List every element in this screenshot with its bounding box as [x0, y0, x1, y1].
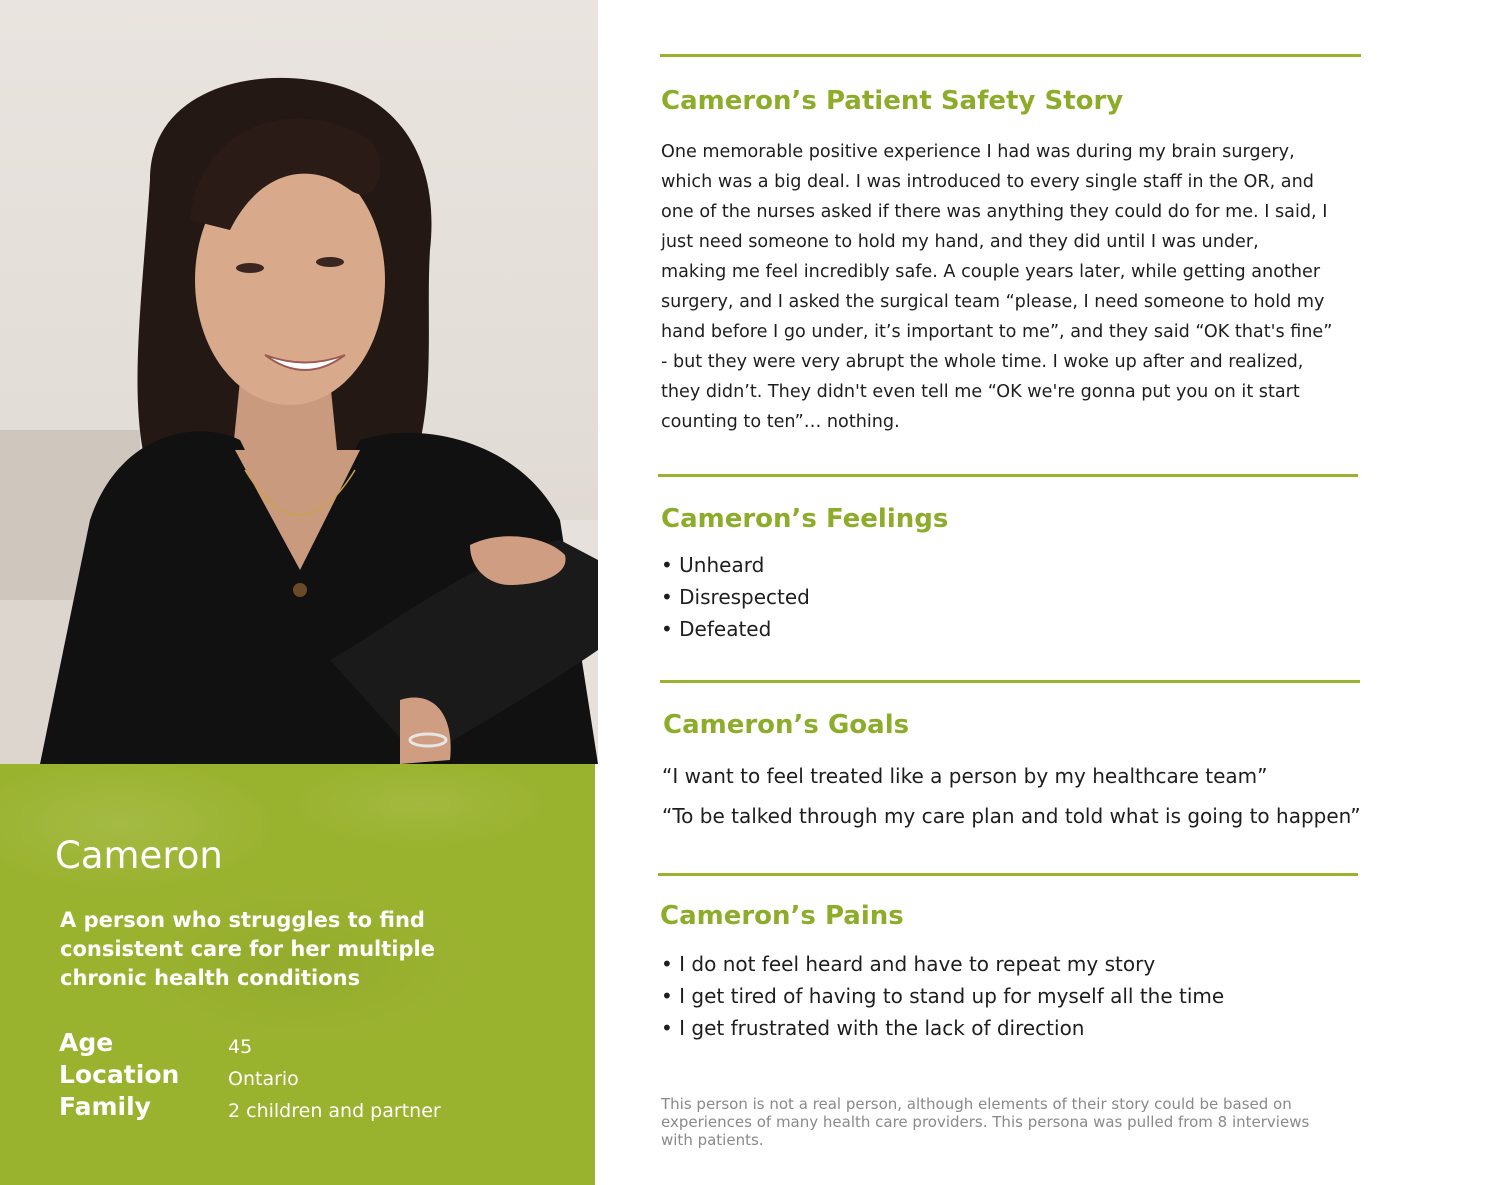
story-title: Cameron’s Patient Safety Story	[661, 86, 1124, 116]
story-line: counting to ten”… nothing.	[661, 412, 900, 432]
story-line: hand before I go under, it’s important to me”, and they said “OK that's fine”	[661, 322, 1333, 342]
list-item: • I do not feel heard and have to repeat my story	[661, 952, 1156, 976]
disclaimer-text: This person is not a real person, although elements of their story could be based on experiences of many health care providers. This persona was pulled from 8 interviews with patients.	[661, 1095, 1310, 1149]
list-item: • Defeated	[661, 617, 772, 641]
story-line: One memorable positive experience I had was during my brain surgery,	[661, 142, 1295, 162]
story-line: which was a big deal. I was introduced to every single staff in the OR, and	[661, 172, 1314, 192]
section-divider	[658, 474, 1358, 477]
fact-value: 2 children and partner	[228, 1100, 441, 1122]
feelings-title: Cameron’s Feelings	[661, 504, 949, 534]
persona-photo	[0, 0, 598, 764]
story-line: making me feel incredibly safe. A couple years later, while getting another	[661, 262, 1321, 282]
pains-title: Cameron’s Pains	[660, 901, 904, 931]
story-line: they didn’t. They didn't even tell me “OK we're gonna put you on it start	[661, 382, 1300, 402]
goal-quote: “I want to feel treated like a person by my healthcare team”	[662, 764, 1268, 788]
story-line: one of the nurses asked if there was anything they could do for me. I said, I	[661, 202, 1328, 222]
persona-profile-card	[0, 764, 595, 1185]
persona-summary: A person who struggles to find consistent care for her multiple chronic health conditions	[60, 908, 435, 990]
list-item: • I get tired of having to stand up for myself all the time	[661, 984, 1225, 1008]
story-text	[661, 137, 1371, 437]
pains-list	[661, 948, 1224, 1044]
section-divider	[660, 54, 1361, 57]
fact-value: Ontario	[228, 1068, 299, 1090]
section-divider	[660, 680, 1360, 683]
fact-label: Location	[59, 1060, 180, 1089]
goals-title: Cameron’s Goals	[663, 710, 910, 740]
list-item: • Disrespected	[661, 585, 810, 609]
fact-label: Age	[59, 1028, 114, 1057]
story-line: - but they were very abrupt the whole time. I woke up after and realized,	[661, 352, 1304, 372]
story-line: surgery, and I asked the surgical team “please, I need someone to hold my	[661, 292, 1325, 312]
section-divider	[658, 873, 1358, 876]
goal-quote: “To be talked through my care plan and told what is going to happen”	[662, 804, 1361, 828]
fact-value: 45	[228, 1036, 253, 1058]
feelings-list	[661, 549, 810, 645]
fact-label: Family	[59, 1092, 151, 1121]
persona-name: Cameron	[55, 834, 223, 877]
portrait-illustration	[0, 0, 598, 764]
list-item: • I get frustrated with the lack of direction	[661, 1016, 1085, 1040]
list-item: • Unheard	[661, 553, 765, 577]
story-line: just need someone to hold my hand, and they did until I was under,	[661, 232, 1259, 252]
